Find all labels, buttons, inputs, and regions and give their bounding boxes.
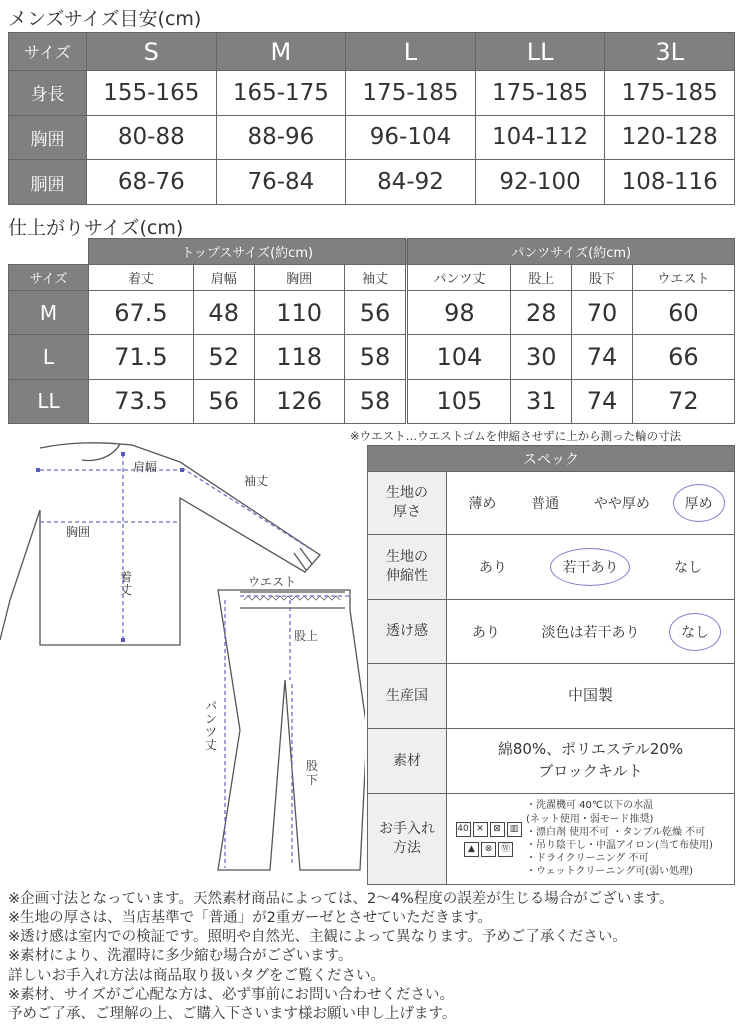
cell: 96-104: [346, 115, 476, 160]
mens-size-ll: LL: [475, 33, 605, 71]
no-dry-clean-icon: ⊗: [481, 842, 496, 857]
spec-row-sheer: [368, 599, 735, 664]
pants-group-header: パンツサイズ(約cm): [407, 239, 735, 265]
col-pants-length: パンツ丈: [407, 265, 511, 291]
spec-table: [367, 445, 735, 885]
stretch-option-yes: あり: [478, 559, 507, 576]
row-label: LL: [9, 379, 89, 423]
label-rise: 股上: [294, 629, 319, 643]
row-label: 身長: [9, 71, 87, 116]
col-waist: ウエスト: [632, 265, 734, 291]
thickness-option-thick: 厚め: [679, 489, 719, 517]
cell: 175-185: [605, 71, 735, 116]
cell: 60: [632, 291, 734, 335]
cell: 72: [632, 379, 734, 423]
sheer-option-none: なし: [675, 618, 715, 646]
cell: 74: [572, 379, 633, 423]
finish-row-ll: [9, 379, 735, 423]
cell: 80-88: [87, 115, 217, 160]
cell: 66: [632, 335, 734, 379]
tops-group-header: トップスサイズ(約cm): [89, 239, 407, 265]
cell: 110: [254, 291, 344, 335]
cell: 108-116: [605, 160, 735, 205]
spec-row-origin: [368, 664, 735, 729]
label-inseam-2: 下: [306, 773, 319, 787]
cell: 71.5: [89, 335, 194, 379]
shade-dry-icon: ▥: [507, 822, 522, 837]
care-instructions: ・洗濯機可 40℃以下の水温 (ネット使用・弱モード推奨) ・漂白剤 使用不可 ・タンブル乾燥 不可 ・吊り陰干し・中温アイロン(当て布使用) ・ドライクリーニング 不可 ・ウェットクリーニング可(弱い処理): [526, 800, 713, 878]
label-pants-length-4: 丈: [205, 738, 218, 752]
cell: 155-165: [87, 71, 217, 116]
thickness-option-slightly-thick: やや厚め: [593, 496, 650, 513]
cell: 104: [407, 335, 511, 379]
cell: 118: [254, 335, 344, 379]
cell: 105: [407, 379, 511, 423]
no-tumble-dry-icon: ⊠: [490, 822, 505, 837]
thickness-label: 生地の 厚さ: [368, 472, 447, 535]
cell: 67.5: [89, 291, 194, 335]
finish-row-l: [9, 335, 735, 379]
mens-row-height: [9, 71, 735, 116]
label-chest: 胸囲: [66, 525, 91, 539]
finish-size-title: 仕上がりサイズ(cm): [8, 217, 184, 239]
mens-size-table: [8, 32, 735, 205]
sheer-option-yes: あり: [471, 624, 500, 641]
mens-size-s: S: [87, 33, 217, 71]
cell: 68-76: [87, 160, 217, 205]
cell: 48: [193, 291, 254, 335]
cell: 56: [344, 291, 407, 335]
mens-row-waist: [9, 160, 735, 205]
waist-note: ※ウエスト…ウエストゴムを伸縮させずに上から測った輪の寸法: [350, 429, 682, 443]
footer-line: ※素材、サイズがご心配な方は、必ず事前にお問い合わせください。: [8, 986, 454, 1003]
blank-corner: [9, 239, 89, 265]
origin-value: 中国製: [447, 664, 735, 729]
measure-markers: [36, 452, 184, 642]
spec-row-thickness: [368, 472, 735, 535]
stretch-option-none: なし: [674, 559, 703, 576]
wash-40-icon: 40: [456, 822, 471, 837]
mens-row-chest: [9, 115, 735, 160]
finish-size-table: [8, 238, 735, 424]
finish-corner: サイズ: [9, 265, 89, 291]
cell: 73.5: [89, 379, 194, 423]
finish-row-m: [9, 291, 735, 335]
cell: 165-175: [216, 71, 346, 116]
label-inseam-1: 股: [306, 759, 319, 773]
cell: 88-96: [216, 115, 346, 160]
col-length: 着丈: [89, 265, 194, 291]
cell: 126: [254, 379, 344, 423]
measurement-diagram: [0, 440, 365, 885]
row-label: 胸囲: [9, 115, 87, 160]
footer-notes: [8, 890, 674, 1024]
spec-header: スペック: [368, 446, 735, 472]
material-label: 素材: [368, 729, 447, 794]
thickness-option-normal: 普通: [531, 496, 560, 513]
cell: 52: [193, 335, 254, 379]
cell: 120-128: [605, 115, 735, 160]
measure-lines: [40, 454, 350, 868]
mens-size-m: M: [216, 33, 346, 71]
row-label: 胴囲: [9, 160, 87, 205]
sheer-option-light-colors: 淡色は若干あり: [541, 624, 640, 641]
label-sleeve: 袖丈: [244, 474, 269, 488]
footer-line: 予めご了承、ご理解の上、ご購入下さいます様お願い申し上げます。: [8, 1005, 457, 1022]
cell: 28: [511, 291, 572, 335]
cell: 76-84: [216, 160, 346, 205]
col-chest: 胸囲: [254, 265, 344, 291]
spec-row-material: [368, 729, 735, 794]
label-pants-length-2: ン: [205, 712, 218, 726]
material-value: 綿80%、ポリエステル20% ブロックキルト: [447, 729, 735, 794]
cell: 58: [344, 379, 407, 423]
cell: 98: [407, 291, 511, 335]
footer-line: ※生地の厚さは、当店基準で「普通」が2重ガーゼとさせていただきます。: [8, 910, 492, 927]
shirt-collar: [82, 444, 120, 460]
label-shoulder: 肩幅: [133, 460, 158, 474]
stretch-label: 生地の 伸縮性: [368, 535, 447, 600]
mens-size-l: L: [346, 33, 476, 71]
thickness-option-thin: 薄め: [468, 496, 497, 513]
care-symbols: [451, 819, 526, 860]
cell: 104-112: [475, 115, 605, 160]
cell: 74: [572, 335, 633, 379]
cell: 84-92: [346, 160, 476, 205]
shirt-outline: [0, 443, 320, 645]
stretch-option-slight: 若干あり: [556, 553, 624, 581]
col-shoulder: 肩幅: [193, 265, 254, 291]
label-waist: ウエスト: [248, 575, 297, 589]
label-pants-length-1: パ: [205, 699, 218, 713]
cell: 175-185: [475, 71, 605, 116]
no-bleach-icon: ✕: [473, 822, 488, 837]
care-label: お手入れ 方法: [368, 793, 447, 884]
mens-size-3l: 3L: [605, 33, 735, 71]
col-rise: 股上: [511, 265, 572, 291]
footer-line: ※透け感は室内での検証です。照明や自然光、主観によって異なります。予めご了承ください。: [8, 929, 627, 946]
footer-line: ※企画寸法となっています。天然素材商品によっては、2～4%程度の誤差が生じる場合がございます。: [8, 891, 674, 907]
label-length-2: 丈: [120, 583, 133, 597]
cell: 92-100: [475, 160, 605, 205]
col-sleeve: 袖丈: [344, 265, 407, 291]
label-length-1: 着: [120, 570, 133, 584]
iron-medium-icon: ▲: [464, 842, 479, 857]
cell: 70: [572, 291, 633, 335]
spec-row-stretch: [368, 535, 735, 600]
mens-size-title: メンズサイズ目安(cm): [8, 8, 202, 30]
footer-line: 詳しいお手入れ方法は商品取り扱いタグをご覧ください。: [8, 967, 385, 984]
mens-corner: サイズ: [9, 33, 87, 71]
row-label: L: [9, 335, 89, 379]
wet-clean-icon: Ⓦ: [498, 842, 513, 857]
origin-label: 生産国: [368, 664, 447, 729]
cell: 175-185: [346, 71, 476, 116]
cell: 58: [344, 335, 407, 379]
row-label: M: [9, 291, 89, 335]
cell: 30: [511, 335, 572, 379]
spec-row-care: [368, 793, 735, 884]
sheer-label: 透け感: [368, 599, 447, 664]
footer-line: ※素材により、洗濯時に多少縮む場合がございます。: [8, 948, 353, 965]
cell: 56: [193, 379, 254, 423]
label-pants-length-3: ツ: [205, 725, 218, 739]
col-inseam: 股下: [572, 265, 633, 291]
cell: 31: [511, 379, 572, 423]
